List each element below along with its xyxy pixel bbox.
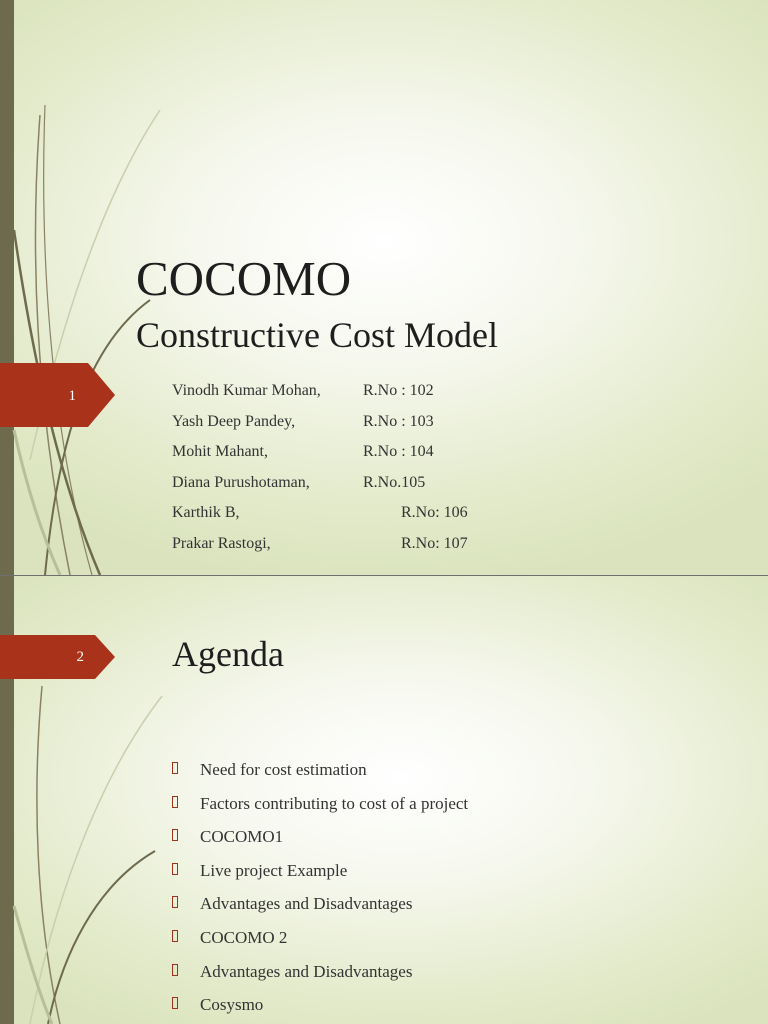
list-item-text: Advantages and Disadvantages	[200, 894, 413, 914]
list-item	[172, 928, 468, 962]
bullet-icon	[172, 829, 178, 841]
author-roll-number: R.No : 104	[363, 443, 434, 460]
list-item	[172, 794, 468, 828]
bullet-icon	[172, 796, 178, 808]
list-item	[172, 962, 468, 996]
list-item-text: Live project Example	[200, 860, 348, 880]
list-item-text: Need for cost estimation	[200, 760, 367, 779]
slide-subtitle: Constructive Cost Model	[136, 315, 498, 355]
list-item	[172, 827, 468, 861]
slide-number: 1	[68, 388, 76, 404]
author-name: Prakar Rastogi,	[172, 534, 271, 552]
author-name: Diana Purushotaman,	[172, 473, 310, 491]
list-item-text: COCOMO 2	[200, 927, 288, 947]
bullet-icon	[172, 863, 178, 875]
slide-title: Agenda	[172, 634, 284, 674]
author-roll-number: R.No: 106	[401, 504, 468, 521]
bullet-icon	[172, 997, 178, 1009]
bullet-icon	[172, 896, 178, 908]
list-item	[172, 995, 468, 1024]
author-roll-number: R.No : 102	[363, 382, 434, 399]
list-item-text: Advantages and Disadvantages	[200, 961, 413, 981]
list-item-text: COCOMO1	[200, 827, 284, 847]
author-roll-number: R.No: 107	[401, 534, 468, 552]
slide-divider	[0, 575, 768, 576]
author-name: Vinodh Kumar Mohan,	[172, 382, 321, 399]
author-name: Yash Deep Pandey,	[172, 412, 296, 430]
list-item-text: Cosysmo	[200, 995, 264, 1015]
list-item	[172, 861, 468, 895]
list-item	[172, 894, 468, 928]
slide-number: 2	[76, 649, 84, 665]
agenda-list	[172, 760, 468, 1024]
author-name: Mohit Mahant,	[172, 443, 268, 460]
bullet-icon	[172, 930, 178, 942]
author-name: Karthik B,	[172, 504, 240, 521]
list-item-text: Factors contributing to cost of a project	[200, 793, 469, 813]
bullet-icon	[172, 964, 178, 976]
author-roll-number: R.No : 103	[363, 412, 434, 430]
bullet-icon	[172, 762, 178, 774]
author-roll-number: R.No.105	[363, 473, 426, 491]
slide-title: COCOMO	[136, 251, 352, 306]
slide-2	[0, 576, 768, 1024]
list-item	[172, 760, 468, 794]
